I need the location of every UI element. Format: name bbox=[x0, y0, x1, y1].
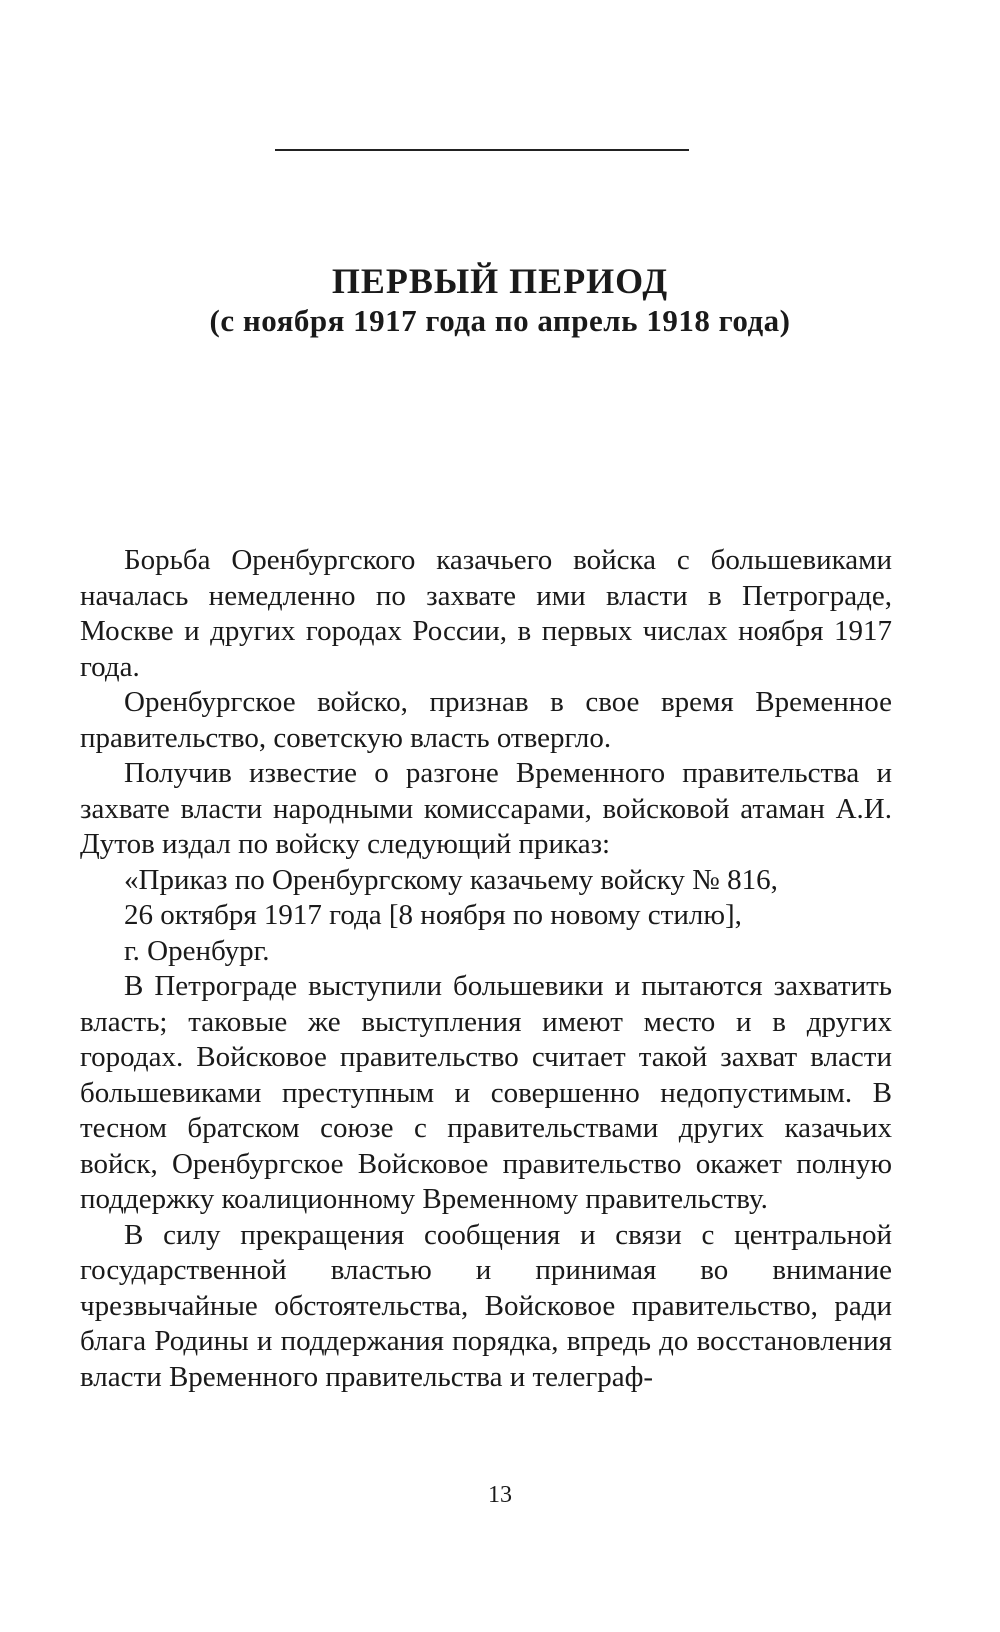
paragraph: Оренбургское войско, признав в свое время Временное правительство, советскую власть отвергло. bbox=[80, 686, 892, 754]
paragraph: Получив известие о разгоне Временного правительства и захвате власти народными комиссарами, войсковой атаман А.И. Дутов издал по войску следующий приказ: bbox=[80, 757, 892, 860]
order-date-line: 26 октября 1917 года [8 ноября по новому стилю], bbox=[124, 899, 742, 931]
order-title-line: «Приказ по Оренбургскому казачьему войску № 816, bbox=[124, 863, 778, 896]
order-paragraph: В Петрограде выступили большевики и пытаются захватить власть; таковые же выступления имеют место и в других городах. Войсковое правительство считает такой захват власти большевиками преступным и совершенно недопустимым. В тесном братском союзе с правительствами других казачьих войск, Оренбургское Войсковое правительство окажет полную поддержку коалиционному Временному правительству. bbox=[80, 970, 892, 1215]
order-place-line: г. Оренбург. bbox=[124, 934, 270, 967]
paragraph: Борьба Оренбургского казачьего войска с большевиками началась немедленно по захвате ими власти в Петрограде, Москве и других городах России, в первых числах ноября 1917 года. bbox=[80, 544, 892, 683]
body-text bbox=[80, 543, 892, 1395]
page-number: 13 bbox=[488, 1482, 512, 1508]
chapter-subtitle: (с ноября 1917 года по апрель 1918 года) bbox=[209, 303, 791, 338]
chapter-title: ПЕРВЫЙ ПЕРИОД bbox=[331, 261, 669, 301]
order-paragraph: В силу прекращения сообщения и связи с центральной государственной властью и принимая во внимание чрезвычайные обстоятельства, Войсковое правительство, ради блага Родины и поддержания порядка, впредь до восстановления власти Временного правительства и телеграф- bbox=[80, 1218, 892, 1393]
top-rule bbox=[275, 149, 689, 151]
